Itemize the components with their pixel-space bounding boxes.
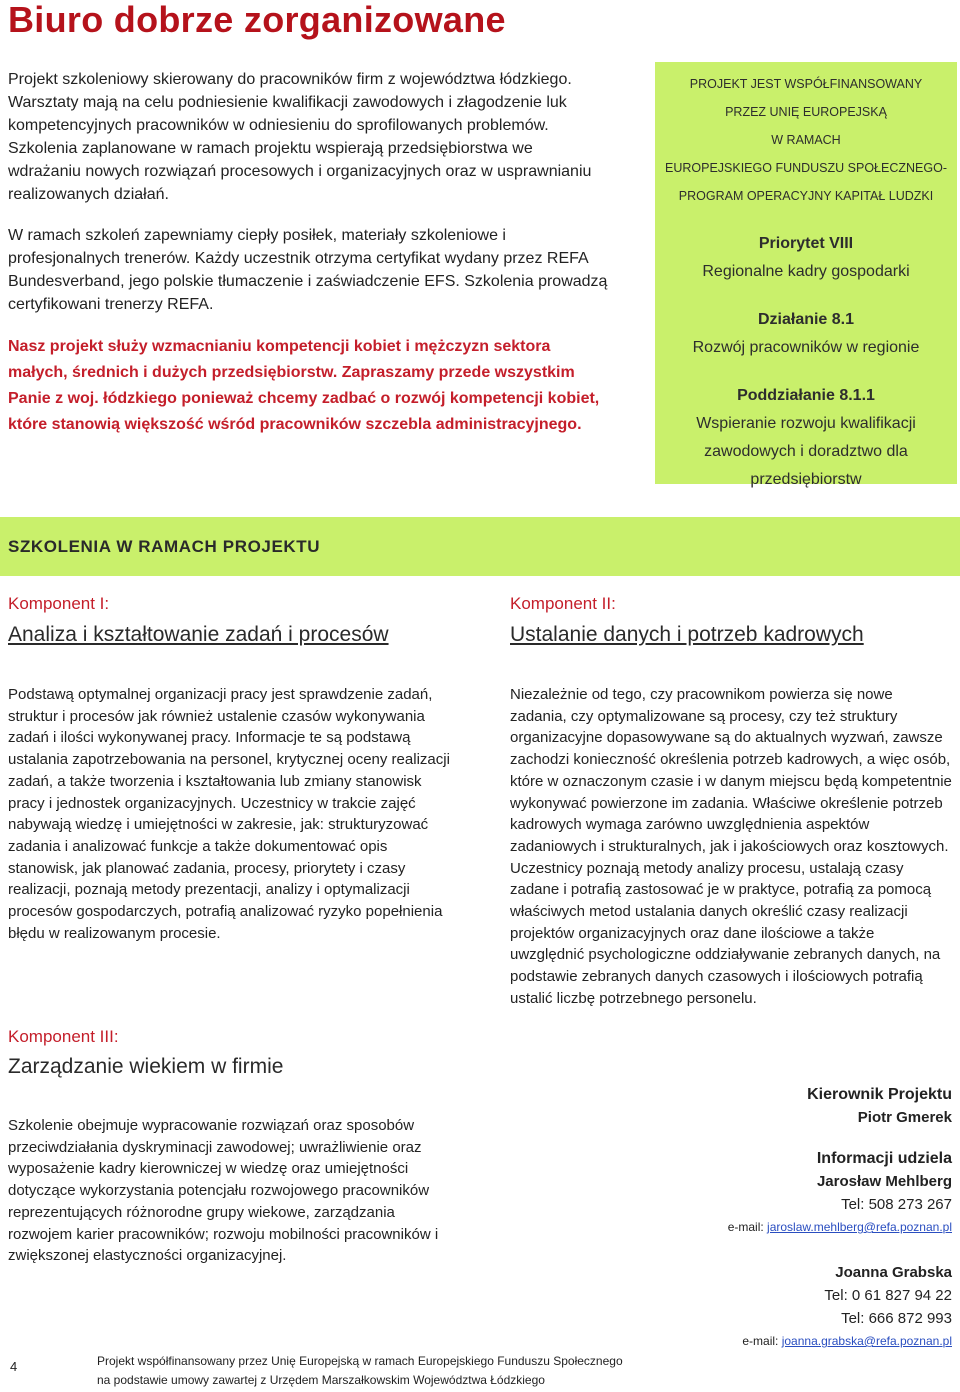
contact-person-2-tel-1: Tel: 0 61 827 94 22: [824, 1287, 952, 1304]
funding-line-3: W RAMACH: [771, 133, 841, 147]
komponent-2-title: Ustalanie danych i potrzeb kadrowych: [510, 623, 864, 646]
section-title: SZKOLENIA W RAMACH PROJEKTU: [8, 537, 321, 556]
page-number: 4: [10, 1359, 18, 1374]
funding-line-5: PROGRAM OPERACYJNY KAPITAŁ LUDZKI: [678, 189, 934, 203]
contact-person-1-tel: Tel: 508 273 267: [841, 1196, 952, 1213]
contact-person-2-name: Joanna Grabska: [835, 1264, 952, 1281]
intro-paragraph-2: W ramach szkoleń zapewniamy ciepły posiłek, materiały szkoleniowe i profesjonalnych trenerów. Każdy uczestnik otrzyma certyfikat wydany przez REFA Bundesverband, jego polskie tłumaczenie i zaświadczenie EFS. Szkolenia prowadzą certyfikowani trenerzy REFA.: [8, 227, 608, 313]
page-title: Biuro dobrze zorganizowane: [8, 0, 506, 40]
funding-line-2: PRZEZ UNIĘ EUROPEJSKĄ: [725, 105, 887, 119]
intro-paragraph-3: Nasz projekt służy wzmacnianiu kompetencji kobiet i mężczyzn sektora małych, średnich i dużych przedsiębiorstw. Zapraszamy przede wszystkim Panie z woj. łódzkiego ponieważ chcemy zadbać o rozwój kompetencji kobiet, które stanowią większość wśród pracowników szczebla administracyjnego.: [8, 338, 600, 433]
contact-person-2-email-link[interactable]: joanna.grabska@refa.poznan.pl: [781, 1334, 952, 1348]
intro-section: [8, 68, 608, 438]
komponent-3-label: Komponent III:: [8, 1027, 119, 1046]
komponent-1-title: Analiza i kształtowanie zadań i procesów: [8, 623, 389, 646]
dzialanie-desc: Rozwój pracowników w regionie: [692, 339, 920, 356]
dzialanie-label: Działanie 8.1: [757, 311, 855, 328]
komponent-1-label: Komponent I:: [8, 594, 110, 613]
intro-paragraph-1: Projekt szkoleniowy skierowany do pracowników firm z województwa łódzkiego. Warsztaty mają na celu podniesienie kwalifikacji zawodowych i złagodzenie luk kompetencyjnych pracowników w odniesieniu do sprofilowanych problemów. Szkolenia zaplanowane w ramach projektu wspierają przedsiębiorstwa we wdrażaniu nowych rozwiązań procesowych i organizacyjnych oraz w usprawnianiu realizowanych działań.: [8, 71, 592, 203]
contact-person-2-email-row: [552, 1330, 952, 1353]
contact-person-2-tel-2: Tel: 666 872 993: [841, 1310, 952, 1327]
section-header-bar: [0, 517, 960, 576]
contact-person-1-email-row: [552, 1216, 952, 1239]
komponent-2-label: Komponent II:: [510, 594, 616, 613]
komponent-3-title: Zarządzanie wiekiem w firmie: [8, 1055, 284, 1078]
komponent-2-text: Niezależnie od tego, czy pracownikom powierza się nowe zadania, czy optymalizowane są procesy, czy też struktury organizacyjne dopasowywane są do aktualnych wyzwań, zawsze zachodzi konieczność określenia potrzeb kadrowych, a więc osób, które w oznaczonym czasie i w danym miejscu będą kompetentnie wykonywać powierzone im zadania. Właściwe określenie potrzeb kadrowych wymaga zarówno uwzględnienia aspektów zadaniowych i strukturalnych, jak i jakościowych oraz kosztowych. Uczestnicy poznają metody analizy procesu, ustalają czasy zadane i potrafią zastosować je w praktyce, potrafią za pomocą właściwych metod ustalania danych określić czasy realizacji projektów organizacyjnych oraz dane ilościowe a także uwzględnić psychologiczne oddziaływanie zebranych danych, na podstawie zebranych danych czasowych i ilościowych potrafią ustalić liczbę potrzebnego personelu.: [510, 686, 952, 1007]
komponent-1-text: Podstawą optymalnej organizacji pracy jest sprawdzenie zadań, struktur i procesów jak również ustalenie czasów wykonywania zadań i ilości wykonywanej pracy. Informacje te są podstawą ustalania zapotrzebowania na personel, krytycznej oceny realizacji zadań, a także tworzenia i kształtowania lub zmiany stanowisk pracy i jednostek organizacyjnych. Uczestnicy w trakcie zajęć nabywają wiedzę i umiejętności w zakresie, jak: strukturyzować zadania i analizować funkcje a także dokumentować opis stanowisk, jak planować zadania, procesy, priorytety i czasy realizacji, poznają metody prezentacji, analizy i optymalizacji procesów gospodarczych, potrafią analizować ryzyko popełnienia błędu w realizowanym procesie.: [8, 686, 450, 942]
kierownik-name: Piotr Gmerek: [857, 1109, 952, 1126]
funding-info-box: [655, 62, 957, 488]
funding-line-4: EUROPEJSKIEGO FUNDUSZU SPOŁECZNEGO-: [665, 161, 947, 175]
footer-line-1: Projekt współfinansowany przez Unię Europejską w ramach Europejskiego Funduszu Społecznego: [97, 1354, 623, 1368]
poddzialanie-desc-2: zawodowych i doradztwo dla: [704, 443, 908, 460]
poddzialanie-label: Poddziałanie 8.1.1: [737, 387, 875, 404]
footer-line-2: na podstawie umowy zawartej z Urzędem Marszałkowskim Województwa Łódzkiego: [97, 1373, 545, 1387]
poddzialanie-desc-1: Wspieranie rozwoju kwalifikacji: [696, 415, 916, 432]
poddzialanie-desc-3: przedsiębiorstw: [750, 471, 862, 488]
email-label: e-mail:: [727, 1220, 768, 1234]
footer: [97, 1352, 657, 1390]
contact-person-1-name: Jarosław Mehlberg: [816, 1173, 952, 1190]
funding-line-1: PROJEKT JEST WSPÓŁFINANSOWANY: [689, 77, 923, 91]
contact-person-1-email-link[interactable]: jaroslaw.mehlberg@refa.poznan.pl: [767, 1220, 952, 1234]
info-label: Informacji udziela: [816, 1150, 952, 1167]
komponent-3-text: Szkolenie obejmuje wypracowanie rozwiązań oraz sposobów przeciwdziałania dyskryminacji zawodowej; uwrażliwienie oraz wyposażenie kadry kierowniczej w wiedzę oraz umiejętności dotyczące wykorzystania potencjału rozwojowego pracowników reprezentujących różnorodne grupy wiekowe, zarządzania rozwojem karier pracowników; rozwoju mobilności pracowników i zwiększonej elastyczności organizacyjnej.: [8, 1117, 439, 1265]
kierownik-label: Kierownik Projektu: [807, 1086, 952, 1103]
priorytet-label: Priorytet VIII: [758, 235, 854, 252]
email-label: e-mail:: [742, 1334, 782, 1348]
contact-section: [552, 1083, 952, 1353]
priorytet-desc: Regionalne kadry gospodarki: [702, 263, 910, 280]
